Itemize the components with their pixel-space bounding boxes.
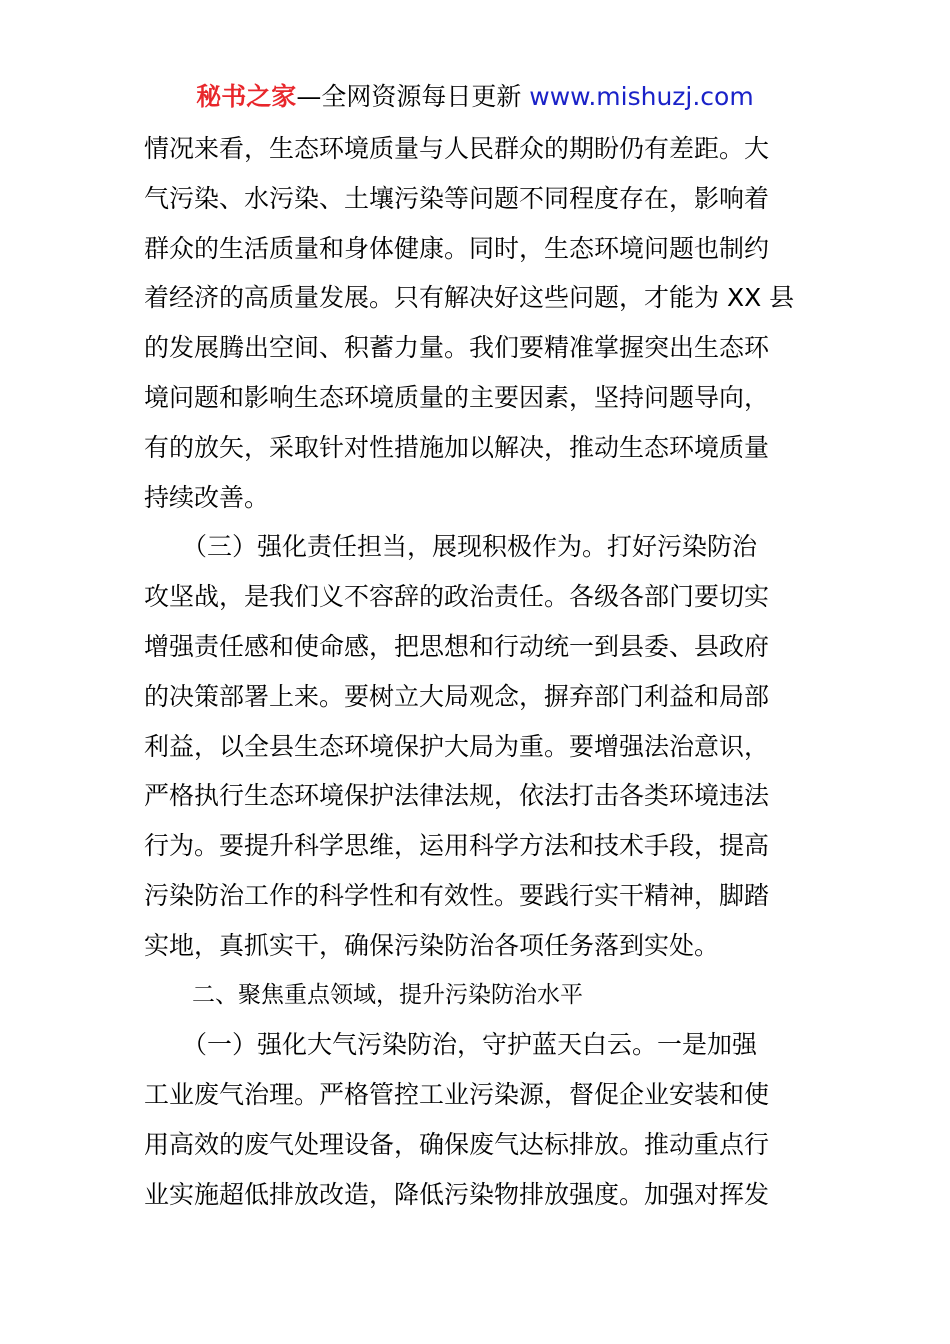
text-line: 有的放矢，采取针对性措施加以解决，推动生态环境质量 bbox=[144, 432, 770, 462]
text-line: 工业废气治理。严格管控工业污染源，督促企业安装和使 bbox=[144, 1080, 770, 1110]
site-url: www.mishuzj.com bbox=[529, 82, 754, 111]
text-line: 污染防治工作的科学性和有效性。要践行实干精神，脚踏 bbox=[144, 880, 770, 910]
text-line: 实地，真抓实干，确保污染防治各项任务落到实处。 bbox=[144, 930, 720, 960]
document-body bbox=[144, 124, 814, 1220]
text-line: 情况来看，生态环境质量与人民群众的期盼仍有差距。大 bbox=[144, 134, 770, 163]
text-line: 业实施超低排放改造，降低污染物排放强度。加强对挥发 bbox=[144, 1179, 770, 1209]
paragraph-start-line: （三）强化责任担当，展现积极作为。打好污染防治 bbox=[182, 532, 758, 562]
text-line: 攻坚战，是我们义不容辞的政治责任。各级各部门要切实 bbox=[144, 582, 770, 612]
section-heading: 二、聚焦重点领域，提升污染防治水平 bbox=[192, 981, 583, 1008]
text-line: 气污染、水污染、土壤污染等问题不同程度存在，影响着 bbox=[144, 183, 770, 213]
brand-name: 秘书之家 bbox=[196, 82, 297, 111]
text-line: 增强责任感和使命感，把思想和行动统一到县委、县政府 bbox=[144, 631, 770, 661]
text-line: 的决策部署上来。要树立大局观念，摒弃部门利益和局部 bbox=[144, 681, 770, 711]
text-line: 的发展腾出空间、积蓄力量。我们要精准掌握突出生态环 bbox=[144, 333, 770, 363]
site-watermark-header bbox=[0, 80, 950, 114]
paragraph-start-line: （一）强化大气污染防治，守护蓝天白云。一是加强 bbox=[182, 1030, 758, 1060]
text-line: 用高效的废气处理设备，确保废气达标排放。推动重点行 bbox=[144, 1129, 770, 1159]
text-line: 严格执行生态环境保护法律法规，依法打击各类环境违法 bbox=[144, 781, 770, 811]
text-line: 着经济的高质量发展。只有解决好这些问题，才能为 XX 县 bbox=[144, 283, 795, 313]
header-tagline: —全网资源每日更新 bbox=[296, 82, 522, 111]
text-line: 利益，以全县生态环境保护大局为重。要增强法治意识， bbox=[144, 731, 770, 761]
text-line: 境问题和影响生态环境质量的主要因素，坚持问题导向， bbox=[144, 382, 770, 412]
text-line: 持续改善。 bbox=[144, 482, 270, 512]
text-line: 行为。要提升科学思维，运用科学方法和技术手段，提高 bbox=[144, 831, 770, 861]
text-line: 群众的生活质量和身体健康。同时，生态环境问题也制约 bbox=[144, 233, 770, 263]
